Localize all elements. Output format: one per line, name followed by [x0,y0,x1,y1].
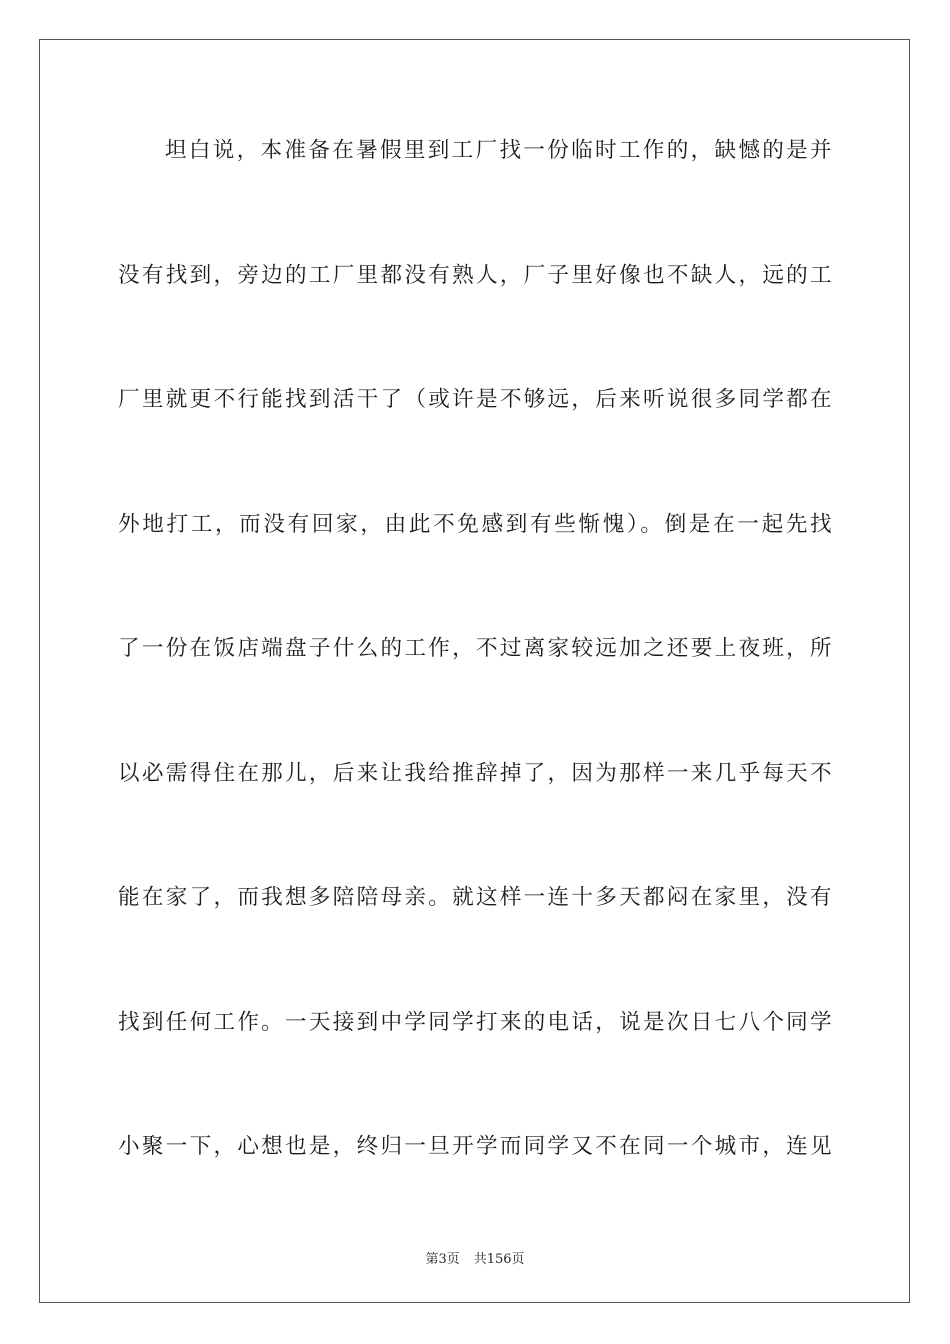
text-line-1: 坦白说，本准备在暑假里到工厂找一份临时工作的，缺憾的是并 [165,138,832,163]
text-line-5: 了一份在饭店端盘子什么的工作，不过离家较远加之还要上夜班，所 [118,636,832,661]
text-line-7: 能在家了，而我想多陪陪母亲。就这样一连十多天都闷在家里，没有 [118,885,832,910]
total-pages: 共156页 [473,1252,525,1267]
page-number: 第3页 [425,1252,460,1267]
text-line-4: 外地打工，而没有回家，由此不免感到有些惭愧）。倒是在一起先找 [118,511,832,537]
text-line-2: 没有找到，旁边的工厂里都没有熟人，厂子里好像也不缺人，远的工 [118,262,832,288]
body-text [118,124,832,1245]
text-line-6: 以必需得住在那儿，后来让我给推辞掉了，因为那样一来几乎每天不 [118,760,832,786]
text-line-3: 厂里就更不行能找到活干了（或许是不够远，后来听说很多同学都在 [118,387,832,412]
text-line-9: 小聚一下，心想也是，终归一旦开学而同学又不在同一个城市，连见 [118,1134,832,1159]
text-line-8: 找到任何工作。一天接到中学同学打来的电话，说是次日七八个同学 [118,1009,832,1035]
page-footer [0,1248,950,1267]
